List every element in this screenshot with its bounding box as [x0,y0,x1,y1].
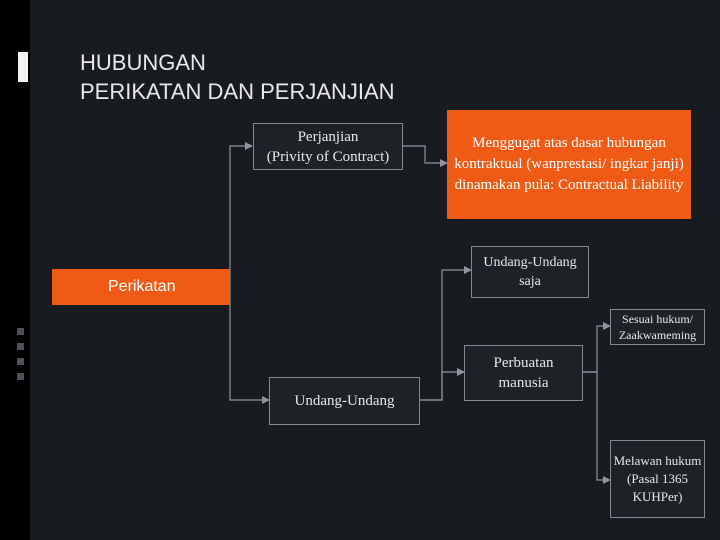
connector-to-perbuatan [420,372,464,400]
melawan-hukum-box [610,440,705,518]
connector-to-melawan-hukum [583,372,610,480]
perjanjian-box [253,123,403,170]
undang-undang-saja-box [471,246,589,298]
perikatan-box [52,269,230,305]
connector-to-sesuai-hukum [583,326,610,372]
perikatan-label: Perikatan [108,278,176,295]
perjanjian-label: Perjanjian (Privity of Contract) [266,128,390,165]
title-line-2: PERIKATAN DAN PERJANJIAN [80,79,395,104]
contractual-liability-label: Menggugat atas dasar hubungan kontraktual (wanprestasi/ ingkar janji) dinamakan pula: Contractual Liability [454,135,684,193]
sesuai-hukum-label: Sesuai hukum/ Zaakwameming [618,312,697,342]
contractual-liability-box [447,110,691,219]
perbuatan-manusia-label: Perbuatan manusia [493,355,554,391]
connector-to-undang-undang [230,278,269,400]
connector-to-perjanjian [230,146,252,278]
undang-undang-label: Undang-Undang [294,392,395,409]
melawan-hukum-label: Melawan hukum (Pasal 1365 KUHPer) [613,453,702,504]
sesuai-hukum-box [610,309,705,345]
perbuatan-manusia-box [464,345,583,401]
title-line-1: HUBUNGAN [80,50,206,75]
undang-undang-box [269,377,420,425]
undang-undang-saja-label: Undang-Undang saja [483,255,577,289]
connector-to-contractual [403,146,447,163]
